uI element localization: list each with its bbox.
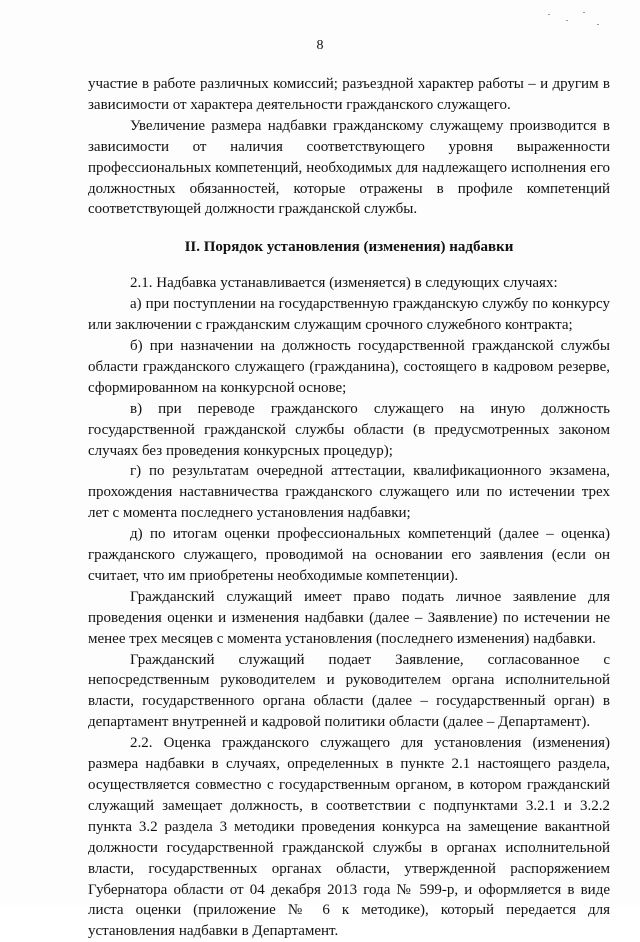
list-item: г) по результатам очередной аттестации, квалификационного экзамена, прохождения наставничества гражданского служащего или по истечении трех лет с момента последнего установления надбавки; [88,463,610,522]
scan-speck [548,14,550,15]
section-heading: II. Порядок установления (изменения) надбавки [184,239,514,256]
scan-speck [566,20,568,21]
document-body [88,74,610,942]
list-item: в) при переводе гражданского служащего на иную должность государственной гражданской службы области (в предусмотренных законом случаях без проведения конкурсных процедур); [88,400,610,459]
paragraph: Гражданский служащий подает Заявление, согласованное с непосредственным руководителем и руководителем органа исполнительной власти, государственного органа области (далее – государственный орган) в департамент внутренней и кадровой политики области (далее – Департамент). [88,651,610,731]
list-item: д) по итогам оценки профессиональных компетенций (далее – оценка) гражданского служащего, проводимой на основании его заявления (если он считает, что им приобретены необходимые компетенции). [88,526,610,584]
page-number: 8 [316,38,324,53]
paragraph: Увеличение размера надбавки гражданскому служащему производится в зависимости от наличия соответствующего уровня выраженности профессиональных компетенций, необходимых для надлежащего исполнения его должностных обязанностей, которые отражены в профиле компетенций соответствующей должности гражданской службы. [88,117,610,218]
paragraph: 2.1. Надбавка устанавливается (изменяется) в следующих случаях: [130,275,558,292]
list-item: а) при поступлении на государственную гражданскую службу по конкурсу или заключении с гражданским служащим срочного служебного контракта; [88,296,610,334]
paragraph: 2.2. Оценка гражданского служащего для установления (изменения) размера надбавки в случаях, определенных в пункте 2.1 настоящего раздела, осуществляется совместно с государственным органом, в котором гражданский служащий замещает должность, в соответствии с подпунктами 3.2.1 и 3.2.2 пункта 3.2 раздела 3 методики проведения конкурса на замещение вакантной должности государственной гражданской службы в органах исполнительной власти, государственных органах области, утвержденной распоряжением Губернатора области от 04 декабря 2013 года № 599-р, и оформляется в виде листа оценки (приложение № 6 к методике), который передается для установления надбавки в Департамент. [88,735,610,940]
paragraph: Гражданский служащий имеет право подать личное заявление для проведения оценки и изменения надбавки (далее – Заявление) по истечении не менее трех месяцев с момента установления (последнего изменения) надбавки. [88,588,610,647]
scan-speck [583,12,585,13]
paragraph: участие в работе различных комиссий; разъездной характер работы – и другим в зависимости от характера деятельности гражданского служащего. [88,76,610,113]
list-item: б) при назначении на должность государственной гражданской службы области гражданского служащего (гражданина), состоящего в кадровом резерве, сформированном на конкурсной основе; [88,337,610,396]
scan-speck [597,24,599,25]
